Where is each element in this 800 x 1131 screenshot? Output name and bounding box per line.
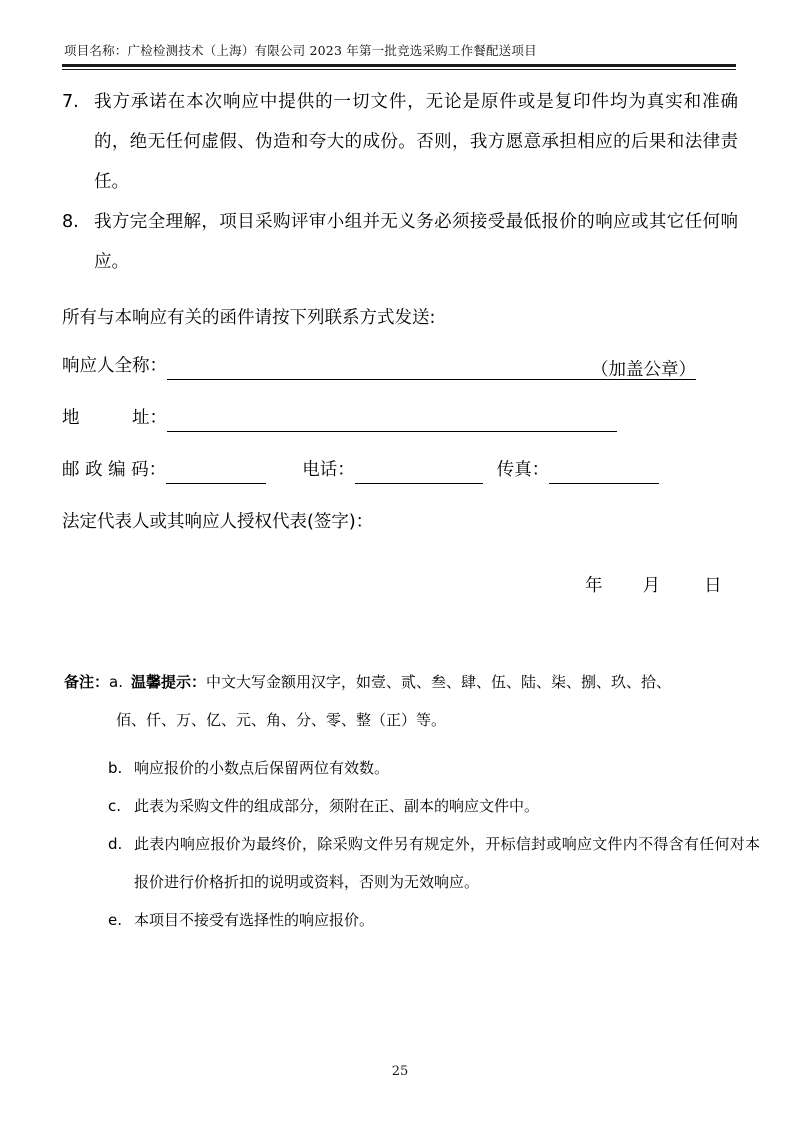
remark-item-a [64,663,740,701]
clause-7-marker: 7. [62,92,79,112]
date-year-label: 年 [585,576,603,596]
signature-label: 法定代表人或其响应人授权代表(签字)： [62,512,374,532]
clause-7 [62,82,738,202]
phone-label: 电话： [302,460,355,480]
respondent-name-label: 响应人全称： [62,356,167,376]
remark-item-e [108,901,740,939]
remark-e-marker: e. [108,911,122,929]
postcode-input[interactable] [166,463,266,484]
remark-a-marker: a. [109,673,123,691]
remark-a-line2: 佰、仟、万、亿、元、角、分、零、整（正）等。 [116,711,447,729]
header-divider-thin [62,69,736,70]
remark-item-b [108,749,740,787]
remark-a-line1: 中文大写金额用汉字，如壹、贰、叁、肆、伍、陆、柒、捌、玖、拾、 [206,673,672,691]
remark-item-c [108,787,740,825]
page-number: 25 [391,1064,409,1079]
header-project-name: 广检检测技术（上海）有限公司 2023 年第一批竞选采购工作餐配送项目 [127,43,537,58]
respondent-name-row [62,352,696,380]
company-stamp-note: （加盖公章） [591,356,696,380]
remark-c-text: 此表为采购文件的组成部分，须附在正、副本的响应文件中。 [134,797,540,815]
postcode-phone-fax-row [62,456,659,484]
clause-8 [62,202,738,282]
phone-input[interactable] [355,463,483,484]
page-footer [0,1060,800,1079]
address-label: 地 址： [62,408,167,428]
address-row [62,404,617,432]
date-month-label: 月 [642,576,661,596]
address-input[interactable] [167,411,617,432]
date-day-label: 日 [704,576,722,596]
fax-input[interactable] [549,463,659,484]
clause-8-text: 我方完全理解，项目采购评审小组并无义务必须接受最低报价的响应或其它任何响应。 [94,212,738,272]
remark-b-text: 响应报价的小数点后保留两位有效数。 [134,759,390,777]
remark-b-marker: b. [108,759,123,777]
remark-d-marker: d. [108,835,123,853]
header-title [64,42,736,59]
remarks-title: 备注： [64,673,110,691]
remark-a-lead: 温馨提示： [131,673,207,691]
remark-d-text: 此表内响应报价为最终价，除采购文件另有规定外，开标信封或响应文件内不得含有任何对本报价进行价格折扣的说明或资料，否则为无效响应。 [134,835,760,891]
remark-c-marker: c. [108,797,122,815]
respondent-name-input[interactable] [167,359,591,380]
running-header [64,42,736,59]
header-label: 项目名称： [64,43,128,58]
header-divider [62,64,736,70]
remark-e-text: 本项目不接受有选择性的响应报价。 [134,911,375,929]
clause-7-text: 我方承诺在本次响应中提供的一切文件，无论是原件或是复印件均为真实和准确的，绝无任何虚假、伪造和夸大的成份。否则，我方愿意承担相应的后果和法律责任。 [94,92,738,192]
postcode-label: 邮 政 编 码： [62,460,167,480]
remark-item-d [108,825,760,901]
contact-intro: 所有与本响应有关的函件请按下列联系方式发送: [62,308,436,328]
remark-item-a-cont [116,701,740,739]
date-line [585,572,722,597]
fax-label: 传真： [496,460,550,480]
clause-8-marker: 8. [62,212,79,232]
